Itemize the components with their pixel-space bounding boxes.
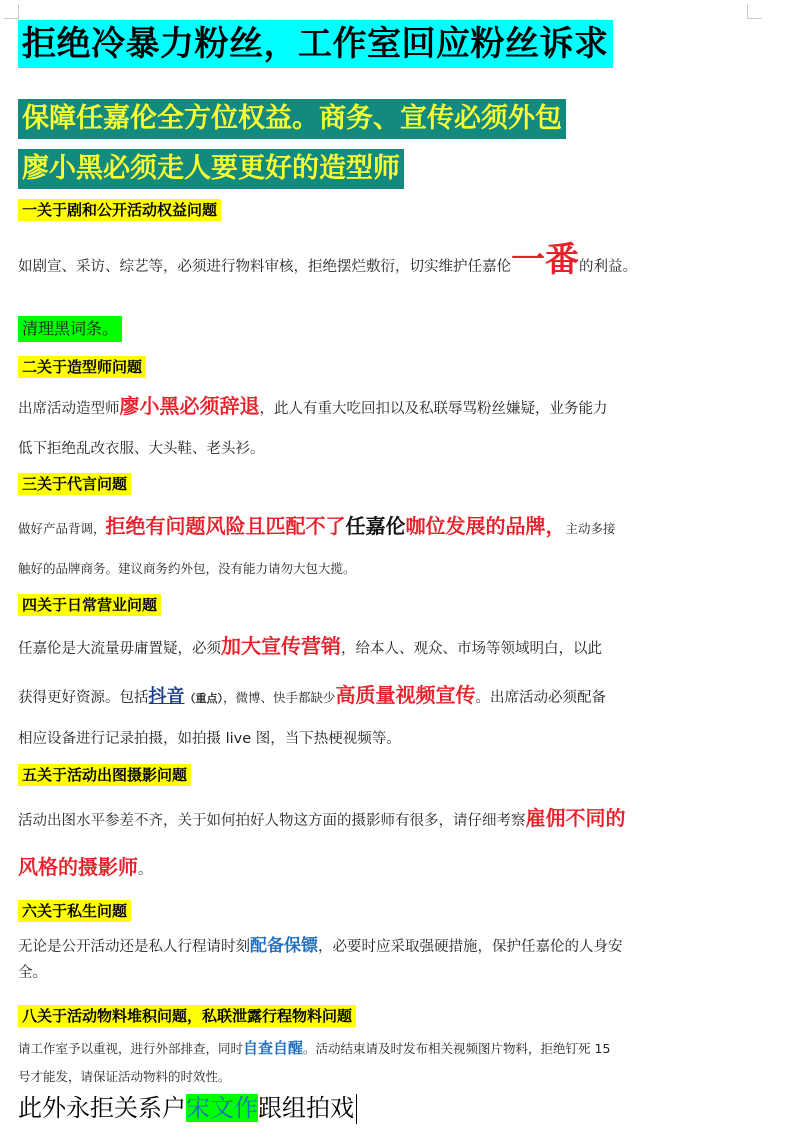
s5-emphasis-1: 雇佣不同的 [525, 806, 626, 830]
section-5-paragraph [18, 806, 778, 882]
s6-text-c: ，必要时应采取强硬措施，保护任嘉伦的人身安 [318, 939, 623, 955]
s3-line-2: 触好的品牌商务。建议商务约外包，没有能力请勿大包大揽。 [18, 561, 356, 576]
page-corner-marker-right [747, 4, 762, 19]
s5-text-a: 活动出图水平参差不齐，关于如何拍好人物这方面的摄影师有很多，请仔细考察 [18, 813, 526, 829]
document-title: 拒绝冷暴力粉丝，工作室回应粉丝诉求 [18, 20, 613, 68]
section-8-paragraph [18, 1036, 778, 1089]
s3-text-a: 做好产品背调， [18, 521, 106, 536]
section-heading-6: 六关于私生问题 [18, 900, 131, 922]
s4-text-2a: 获得更好资源。包括 [18, 690, 149, 706]
final-text-a: 此外永拒关系户 [18, 1094, 186, 1122]
s4-text-c: ，给本人、观众、市场等领域明白，以此 [341, 641, 602, 657]
s1-emphasis-yifan: 一番 [511, 240, 579, 280]
s2-text-c: ，此人有重大吃回扣以及私联辱骂粉丝嫌疑，业务能力 [259, 401, 608, 417]
section-heading-8: 八关于活动物料堆积问题，私联泄露行程物料问题 [18, 1005, 356, 1027]
section-2-paragraph [18, 394, 778, 461]
s2-emphasis: 廖小黑必须辞退 [119, 394, 260, 418]
s3-emphasis-name: 任嘉伦 [345, 514, 406, 538]
s3-emphasis-1: 拒绝有问题风险且匹配不了 [105, 514, 346, 538]
s4-text-2d: ，微博、快手都缺少 [223, 690, 336, 705]
s2-line-2: 低下拒绝乱改衣服、大头鞋、老头衫。 [18, 441, 265, 457]
page-corner-marker-left [4, 4, 19, 19]
s6-emphasis-bodyguard: 配备保镖 [250, 936, 318, 956]
s3-emphasis-2: 咖位发展的品牌， [405, 514, 566, 538]
final-text-c: 跟组拍戏 [258, 1094, 354, 1122]
green-note-clear-hot-search: 清理黑词条。 [18, 316, 122, 342]
s4-douyin: 抖音 [148, 686, 185, 707]
section-4-paragraph [18, 634, 778, 751]
s4-text-2f: 。出席活动必须配备 [475, 690, 607, 706]
s6-line-2: 全。 [18, 965, 47, 981]
section-heading-3: 三关于代言问题 [18, 473, 131, 495]
section-heading-4: 四关于日常营业问题 [18, 594, 161, 616]
section-heading-2: 二关于造型师问题 [18, 356, 146, 378]
section-3-paragraph [18, 514, 778, 581]
s1-text-c: 的利益。 [579, 259, 637, 275]
section-1-paragraph [18, 240, 778, 280]
s4-key-note: （重点） [184, 692, 223, 705]
section-6-paragraph [18, 934, 778, 985]
final-highlight-name: 宋文作 [186, 1094, 258, 1122]
section-heading-5: 五关于活动出图摄影问题 [18, 764, 191, 786]
s1-text-a: 如剧宣、采访、综艺等，必须进行物料审核，拒绝摆烂敷衍，切实维护任嘉伦 [18, 259, 511, 275]
s3-text-e: 主动多接 [565, 521, 616, 536]
s4-emphasis-1: 加大宣传营销 [221, 634, 341, 658]
subtitle-line-1: 保障任嘉伦全方位权益。商务、宣传必须外包 [18, 99, 566, 139]
s8-text-c: 。活动结束请及时发布相关视频图片物料，拒绝钉死 15 [303, 1041, 611, 1056]
s8-text-a: 请工作室予以重视，进行外部排查，同时 [18, 1041, 244, 1056]
s4-line-3: 相应设备进行记录拍摄，如拍摄 live 图，当下热梗视频等。 [18, 731, 401, 747]
text-cursor [356, 1094, 357, 1124]
s4-text-a: 任嘉伦是大流量毋庸置疑，必须 [18, 641, 221, 657]
s5-emphasis-2: 风格的摄影师 [18, 855, 138, 879]
final-statement [18, 1088, 778, 1128]
subtitle-line-2: 廖小黑必须走人要更好的造型师 [18, 149, 404, 189]
s8-emphasis-selfcheck: 自查自醒 [243, 1039, 304, 1057]
s2-text-a: 出席活动造型师 [18, 401, 120, 417]
s8-line-2: 号才能发，请保证活动物料的时效性。 [18, 1069, 231, 1084]
s5-text-2b: 。 [138, 862, 153, 878]
s4-emphasis-2: 高质量视频宣传 [335, 683, 476, 707]
section-heading-1: 一关于剧和公开活动权益问题 [18, 199, 221, 221]
s6-text-a: 无论是公开活动还是私人行程请时刻 [18, 939, 250, 955]
